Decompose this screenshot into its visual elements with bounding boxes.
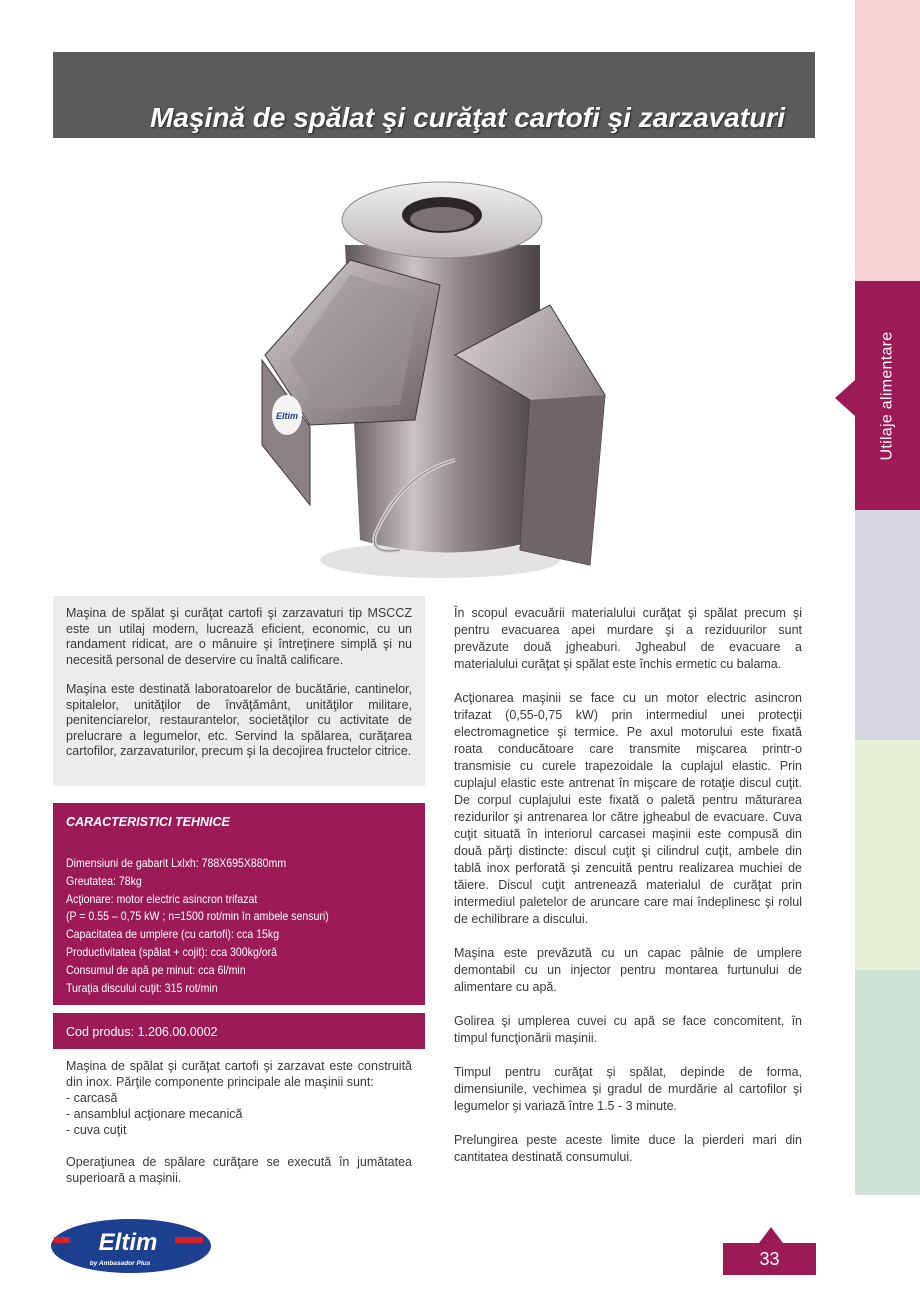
side-strip-mint [855, 970, 920, 1195]
product-code: Cod produs: 1.206.00.0002 [66, 1025, 218, 1039]
company-logo [50, 1218, 212, 1274]
chute-right-face [520, 395, 605, 565]
title-bar [53, 52, 815, 138]
category-tab-arrow [835, 380, 855, 416]
side-strip-pink [855, 0, 920, 290]
component-item: - ansamblul acţionare mecanică [66, 1107, 243, 1121]
spec-item: Consumul de apă pe minut: cca 6l/min [66, 962, 246, 977]
description-paragraph: Golirea şi umplerea cuvei cu apă se face concomitent, în timpul funcţionării maşinii. [454, 1014, 802, 1045]
logo-tagline: by Ambasador Plus [89, 1260, 151, 1267]
spec-item: Dimensiuni de gabarit Lxlxh: 788X695X880mm [66, 856, 287, 870]
tech-specs-list [66, 855, 329, 997]
components-intro: Maşina de spălat şi curăţat cartofi şi zarzavat este construită din inox. Părţile componente principale ale maşinii sunt: [66, 1059, 412, 1089]
intro-box [53, 596, 425, 786]
spec-item: Capacitatea de umplere (cu cartofi): cca 15kg [66, 927, 280, 942]
strip-notch [841, 570, 855, 626]
description-paragraph: Timpul pentru curăţat şi spălat, depinde de forma, dimensiunile, vechimea şi gradul de murdărie al cartofilor şi legumelor şi variază între 1.5 - 3 minute. [454, 1065, 802, 1113]
side-strip-lavender [855, 510, 920, 740]
brand-badge-text: Eltim [275, 411, 299, 421]
description-paragraph: Maşina este prevăzută cu un capac pâlnie de umplere demontabil cu un injector pentru montarea furtunului de alimentare cu apă. [454, 946, 802, 994]
intro-paragraph: Maşina este destinată laboratoarelor de bucătărie, cantinelor, spitalelor, unităţilor de învăţământ, unităţilor militare, penitenciarelor, restaurantelor, societăţilor cu activitate de prelucrare a legumelor, etc. Servind la spălarea, curăţarea cartofilor, zarzavaturilor, precum şi la decojirea fructelor citrice. [66, 682, 412, 758]
spec-item: Turaţia discului cuţit: 315 rot/min [66, 980, 218, 995]
spec-item: (P = 0.55 – 0,75 kW ; n=1500 rot/min în ambele sensuri) [66, 909, 329, 924]
category-label-text: Utilaje alimentare [878, 330, 896, 461]
components-section [66, 1058, 412, 1202]
component-item: - carcasă [66, 1091, 118, 1105]
logo-red-bar-left [54, 1237, 70, 1243]
description-paragraph: Prelungirea peste aceste limite duce la pierderi mari din cantitatea destinată consumului. [454, 1133, 802, 1164]
components-closing: Operaţiunea de spălare curăţare se execută în jumătatea superioară a maşinii. [66, 1155, 412, 1185]
logo-red-bar-right [175, 1237, 203, 1243]
lid-inner [410, 207, 474, 231]
category-tab-label [855, 281, 920, 510]
tech-specs-title: CARACTERISTICI TEHNICE [66, 815, 230, 829]
page-title: Maşină de spălat şi curăţat cartofi şi zarzavaturi [150, 102, 785, 133]
logo-name: Eltim [98, 1229, 158, 1256]
components-text [66, 1058, 412, 1138]
description-column [454, 605, 802, 1183]
side-strip-green [855, 740, 920, 970]
strip-notch [841, 1030, 855, 1086]
spec-item: Acţionare: motor electric asincron trifazat [66, 891, 258, 906]
tech-specs-box [53, 803, 425, 1005]
product-code-bar [53, 1013, 425, 1049]
component-item: - cuva cuţit [66, 1123, 127, 1137]
page-tab-arrow [759, 1227, 783, 1243]
spec-item: Productivitatea (spălat + cojit): cca 300kg/oră [66, 944, 278, 959]
description-paragraph: În scopul evacuării materialului curăţat şi spălat precum şi pentru evacuarea apei murdare şi a reziduurilor sunt prevăzute două jgheaburi. Jgheabul de evacuare a materialului curăţat şi spălat este închis ermetic cu balama. [454, 606, 802, 671]
product-image [250, 165, 620, 590]
strip-notch [841, 800, 855, 856]
spec-item: Greutatea: 78kg [66, 873, 142, 888]
intro-paragraph: Maşina de spălat şi curăţat cartofi şi zarzavaturi tip MSCCZ este un utilaj modern, lucrează eficient, economic, cu un randament ridicat, are o mânuire şi întreţinere simplă şi nu necesită personal de deservire cu înaltă calificare. [66, 606, 412, 667]
chute-interior [290, 275, 420, 410]
page-number: 33 [759, 1249, 780, 1269]
description-paragraph: Acţionarea maşinii se face cu un motor electric asincron trifazat (0,55-0,75 kW) prin intermediul unei protecţii electromagnetice şi termice. Pe axul motorului este fixată roata conducătoare care transmite mişcarea printr-o transmisie cu curele trapezoidale la cuplajul elastic. Prin cuplajul elastic este antrenat în mişcare de rotaţie discul cuţit. De corpul cuplajului este fixată o paletă pentru măturarea rezidurilor şi antrenarea lor către jgheabul de evacuare. Cuva cuţit situată în interiorul carcasei maşinii este compusă din două părţi distincte: discul cuţit şi cilindrul cuţit, ambele din tablă inox perforată şi zencuită pentru realizarea muchiei de tăiere. Discul cuţit antrenează materialul de curăţat prin intermediul paletelor de aruncare care mai îndeplinesc şi rolul de echilibrare a discului. [454, 691, 802, 926]
strip-notch [841, 130, 855, 186]
